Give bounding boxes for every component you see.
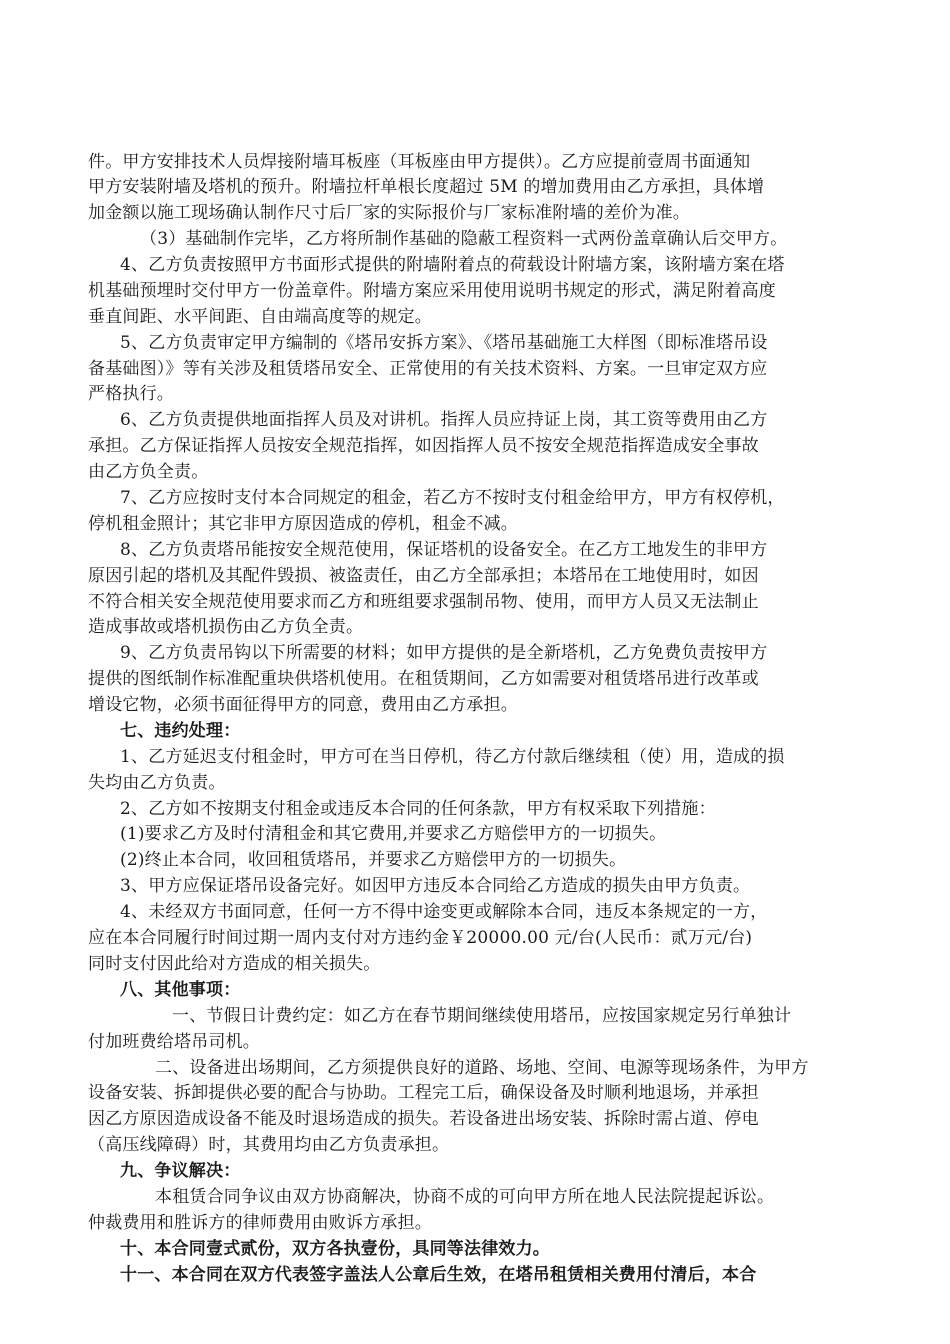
text-line: 付加班费给塔吊司机。 xyxy=(88,1032,260,1052)
text-line: 造成事故或塔机损伤由乙方负全责。 xyxy=(88,617,364,637)
text-line: 件。甲方安排技术人员焊接附墙耳板座（耳板座由甲方提供）。乙方应提前壹周书面通知 xyxy=(88,152,751,172)
text-line: 由乙方负全责。 xyxy=(88,462,209,482)
text-line: 4、未经双方书面同意，任何一方不得中途变更或解除本合同，违反本条规定的一方， xyxy=(120,902,768,922)
text-line: 原因引起的塔机及其配件毁损、被盗责任，由乙方全部承担；本塔吊在工地使用时，如因 xyxy=(88,566,759,586)
text-line: 8、乙方负责塔吊能按安全规范使用，保证塔机的设备安全。在乙方工地发生的非甲方 xyxy=(120,540,768,560)
section-heading: 九、争议解决： xyxy=(120,1161,241,1181)
section-heading: 七、违约处理： xyxy=(120,721,241,741)
text-line: (1)要求乙方及时付清租金和其它费用,并要求乙方赔偿甲方的一切损失。 xyxy=(120,824,667,844)
text-line: 二、设备进出场期间，乙方须提供良好的道路、场地、空间、电源等现场条件，为甲方 xyxy=(155,1058,809,1078)
text-line: 应在本合同履行时间过期一周内支付对方违约金￥20000.00 元/台(人民币：贰万元/台) xyxy=(88,928,753,948)
text-line: 5、乙方负责审定甲方编制的《塔吊安拆方案》、《塔吊基础施工大样图（即标准塔吊设 xyxy=(120,333,768,353)
text-line: （高压线障碍）时，其费用均由乙方负责承担。 xyxy=(88,1135,450,1155)
text-line: 承担。乙方保证指挥人员按安全规范指挥，如因指挥人员不按安全规范指挥造成安全事故 xyxy=(88,436,759,456)
text-line: 1、乙方延迟支付租金时，甲方可在当日停机，待乙方付款后继续租（使）用，造成的损 xyxy=(120,747,785,767)
text-line: 增设它物，必须书面征得甲方的同意，费用由乙方承担。 xyxy=(88,695,518,715)
text-line: 失均由乙方负责。 xyxy=(88,773,226,793)
text-line: 6、乙方负责提供地面指挥人员及对讲机。指挥人员应持证上岗，其工资等费用由乙方 xyxy=(120,410,768,430)
text-line: 同时支付因此给对方造成的相关损失。 xyxy=(88,954,381,974)
text-line: 2、乙方如不按期支付租金或违反本合同的任何条款，甲方有权采取下列措施： xyxy=(120,799,716,819)
text-line: 因乙方原因造成设备不能及时退场造成的损失。若设备进出场安装、拆除时需占道、停电 xyxy=(88,1109,759,1129)
text-line: （3）基础制作完毕，乙方将所制作基础的隐蔽工程资料一式两份盖章确认后交甲方。 xyxy=(140,229,788,249)
text-line: 仲裁费用和胜诉方的律师费用由败诉方承担。 xyxy=(88,1213,432,1233)
text-line: 设备安装、拆卸提供必要的配合与协助。工程完工后，确保设备及时顺利地退场，并承担 xyxy=(88,1083,759,1103)
text-line: 机基础预埋时交付甲方一份盖章件。附墙方案应采用使用说明书规定的形式，满足附着高度 xyxy=(88,281,776,301)
section-heading: 十一、本合同在双方代表签字盖法人公章后生效，在塔吊租赁相关费用付清后，本合 xyxy=(120,1265,757,1285)
text-line: 一、节假日计费约定：如乙方在春节期间继续使用塔吊，应按国家规定另行单独计 xyxy=(172,1006,792,1026)
text-line: 垂直间距、水平间距、自由端高度等的规定。 xyxy=(88,307,432,327)
text-line: 3、甲方应保证塔吊设备完好。如因甲方违反本合同给乙方造成的损失由甲方负责。 xyxy=(120,876,751,896)
text-line: 提供的图纸制作标准配重块供塔机使用。在租赁期间，乙方如需要对租赁塔吊进行改革或 xyxy=(88,669,759,689)
section-heading: 十、本合同壹式贰份，双方各执壹份，具同等法律效力。 xyxy=(120,1239,550,1259)
text-line: 备基础图）》等有关涉及租赁塔吊安全、正常使用的有关技术资料、方案。一旦审定双方应 xyxy=(88,359,768,379)
section-heading: 八、其他事项： xyxy=(120,980,241,1000)
text-line: 严格执行。 xyxy=(88,384,174,404)
text-line: 7、乙方应按时支付本合同规定的租金，若乙方不按时支付租金给甲方，甲方有权停机， xyxy=(120,488,785,508)
text-line: 甲方安装附墙及塔机的预升。附墙拉杆单根长度超过 5M 的增加费用由乙方承担，具体增 xyxy=(88,177,765,197)
text-line: 停机租金照计；其它非甲方原因造成的停机，租金不减。 xyxy=(88,514,518,534)
text-line: 4、乙方负责按照甲方书面形式提供的附墙附着点的荷载设计附墙方案，该附墙方案在塔 xyxy=(120,255,785,275)
text-line: (2)终止本合同，收回租赁塔吊，并要求乙方赔偿甲方的一切损失。 xyxy=(120,850,627,870)
text-line: 本租赁合同争议由双方协商解决，协商不成的可向甲方所在地人民法院提起诉讼。 xyxy=(155,1187,775,1207)
text-line: 不符合相关安全规范使用要求而乙方和班组要求强制吊物、使用，而甲方人员又无法制止 xyxy=(88,592,759,612)
text-line: 加金额以施工现场确认制作尺寸后厂家的实际报价与厂家标准附墙的差价为准。 xyxy=(88,203,690,223)
text-line: 9、乙方负责吊钩以下所需要的材料；如甲方提供的是全新塔机，乙方免费负责按甲方 xyxy=(120,643,768,663)
